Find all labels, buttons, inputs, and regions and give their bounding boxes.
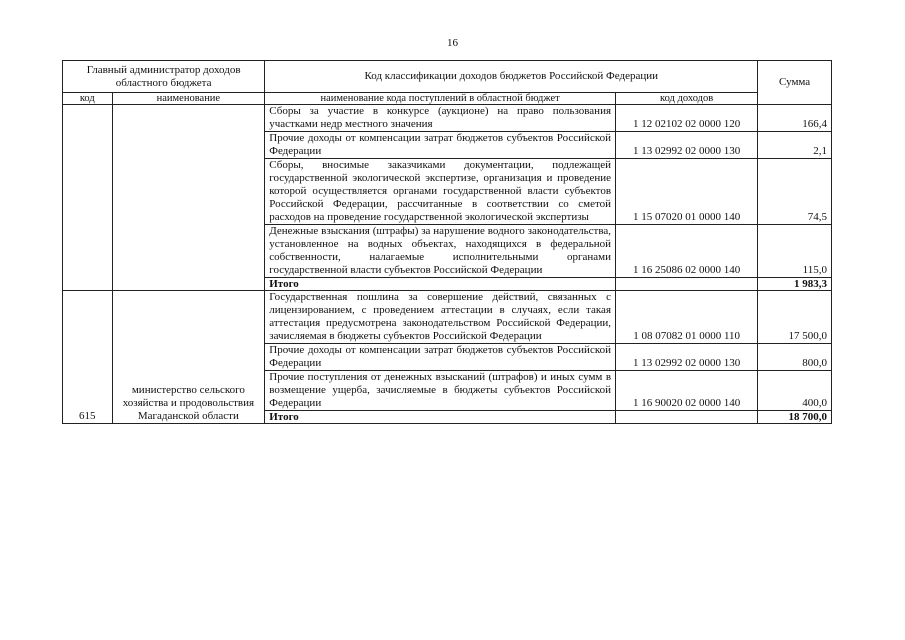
income-code: 1 12 02102 02 0000 120	[616, 105, 758, 132]
total-code-empty	[616, 411, 758, 424]
income-description: Сборы за участие в конкурсе (аукционе) на право пользования участками недр местного значения	[265, 105, 616, 132]
income-amount: 17 500,0	[758, 291, 832, 344]
income-description: Прочие доходы от компенсации затрат бюджетов субъектов Российской Федерации	[265, 132, 616, 159]
subheader-income-name: наименование кода поступлений в областной бюджет	[265, 93, 616, 105]
income-code: 1 08 07082 01 0000 110	[616, 291, 758, 344]
income-amount: 74,5	[758, 159, 832, 225]
income-code: 1 13 02992 02 0000 130	[616, 344, 758, 371]
total-code-empty	[616, 278, 758, 291]
income-amount: 2,1	[758, 132, 832, 159]
total-label: Итого	[265, 278, 616, 291]
total-amount: 1 983,3	[758, 278, 832, 291]
income-code: 1 16 90020 02 0000 140	[616, 371, 758, 411]
income-description: Сборы, вносимые заказчиками документации, подлежащей государственной экологической экспертизе, организация и проведение которой осуществляется органами государственной власти субъектов Российской Федерации, рассчитанные в соответствии со сметой расходов на проведение государственной экологической экспертизы	[265, 159, 616, 225]
income-description: Прочие поступления от денежных взысканий (штрафов) и иных сумм в возмещение ущерба, зачисляемые в бюджеты субъектов Российской Федерации	[265, 371, 616, 411]
header-classification: Код классификации доходов бюджетов Российской Федерации	[265, 61, 758, 93]
page-number: 16	[447, 37, 458, 49]
income-description: Денежные взыскания (штрафы) за нарушение водного законодательства, установленное на водных объектах, находящихся в федеральной собственности, налагаемые исполнительными органами государственной власти субъектов Российской Федерации	[265, 225, 616, 278]
subheader-name: наименование	[112, 93, 265, 105]
income-description: Прочие доходы от компенсации затрат бюджетов субъектов Российской Федерации	[265, 344, 616, 371]
income-code: 1 16 25086 02 0000 140	[616, 225, 758, 278]
table-row	[63, 105, 832, 132]
header-admin-group: Главный администратор доходов областного бюджета	[63, 61, 265, 93]
income-amount: 400,0	[758, 371, 832, 411]
subheader-income-code: код доходов	[616, 93, 758, 105]
income-amount: 115,0	[758, 225, 832, 278]
admin-name-cell	[112, 105, 265, 291]
income-code: 1 13 02992 02 0000 130	[616, 132, 758, 159]
income-code: 1 15 07020 01 0000 140	[616, 159, 758, 225]
income-amount: 166,4	[758, 105, 832, 132]
table-row	[63, 291, 832, 344]
total-amount: 18 700,0	[758, 411, 832, 424]
table-header-row	[63, 61, 832, 93]
budget-revenue-table	[62, 60, 832, 424]
admin-code-cell: 615	[63, 291, 113, 424]
admin-code-cell	[63, 105, 113, 291]
header-amount: Сумма	[758, 61, 832, 105]
income-description: Государственная пошлина за совершение действий, связанных с лицензированием, с проведением аттестации в случаях, если такая аттестация предусмотрена законодательством Российской Федерации, зачисляемая в бюджеты субъектов Российской Федерации	[265, 291, 616, 344]
total-label: Итого	[265, 411, 616, 424]
income-amount: 800,0	[758, 344, 832, 371]
subheader-code: код	[63, 93, 113, 105]
table-subheader-row	[63, 93, 832, 105]
admin-name-cell: министерство сельского хозяйства и продовольствия Магаданской области	[112, 291, 265, 424]
